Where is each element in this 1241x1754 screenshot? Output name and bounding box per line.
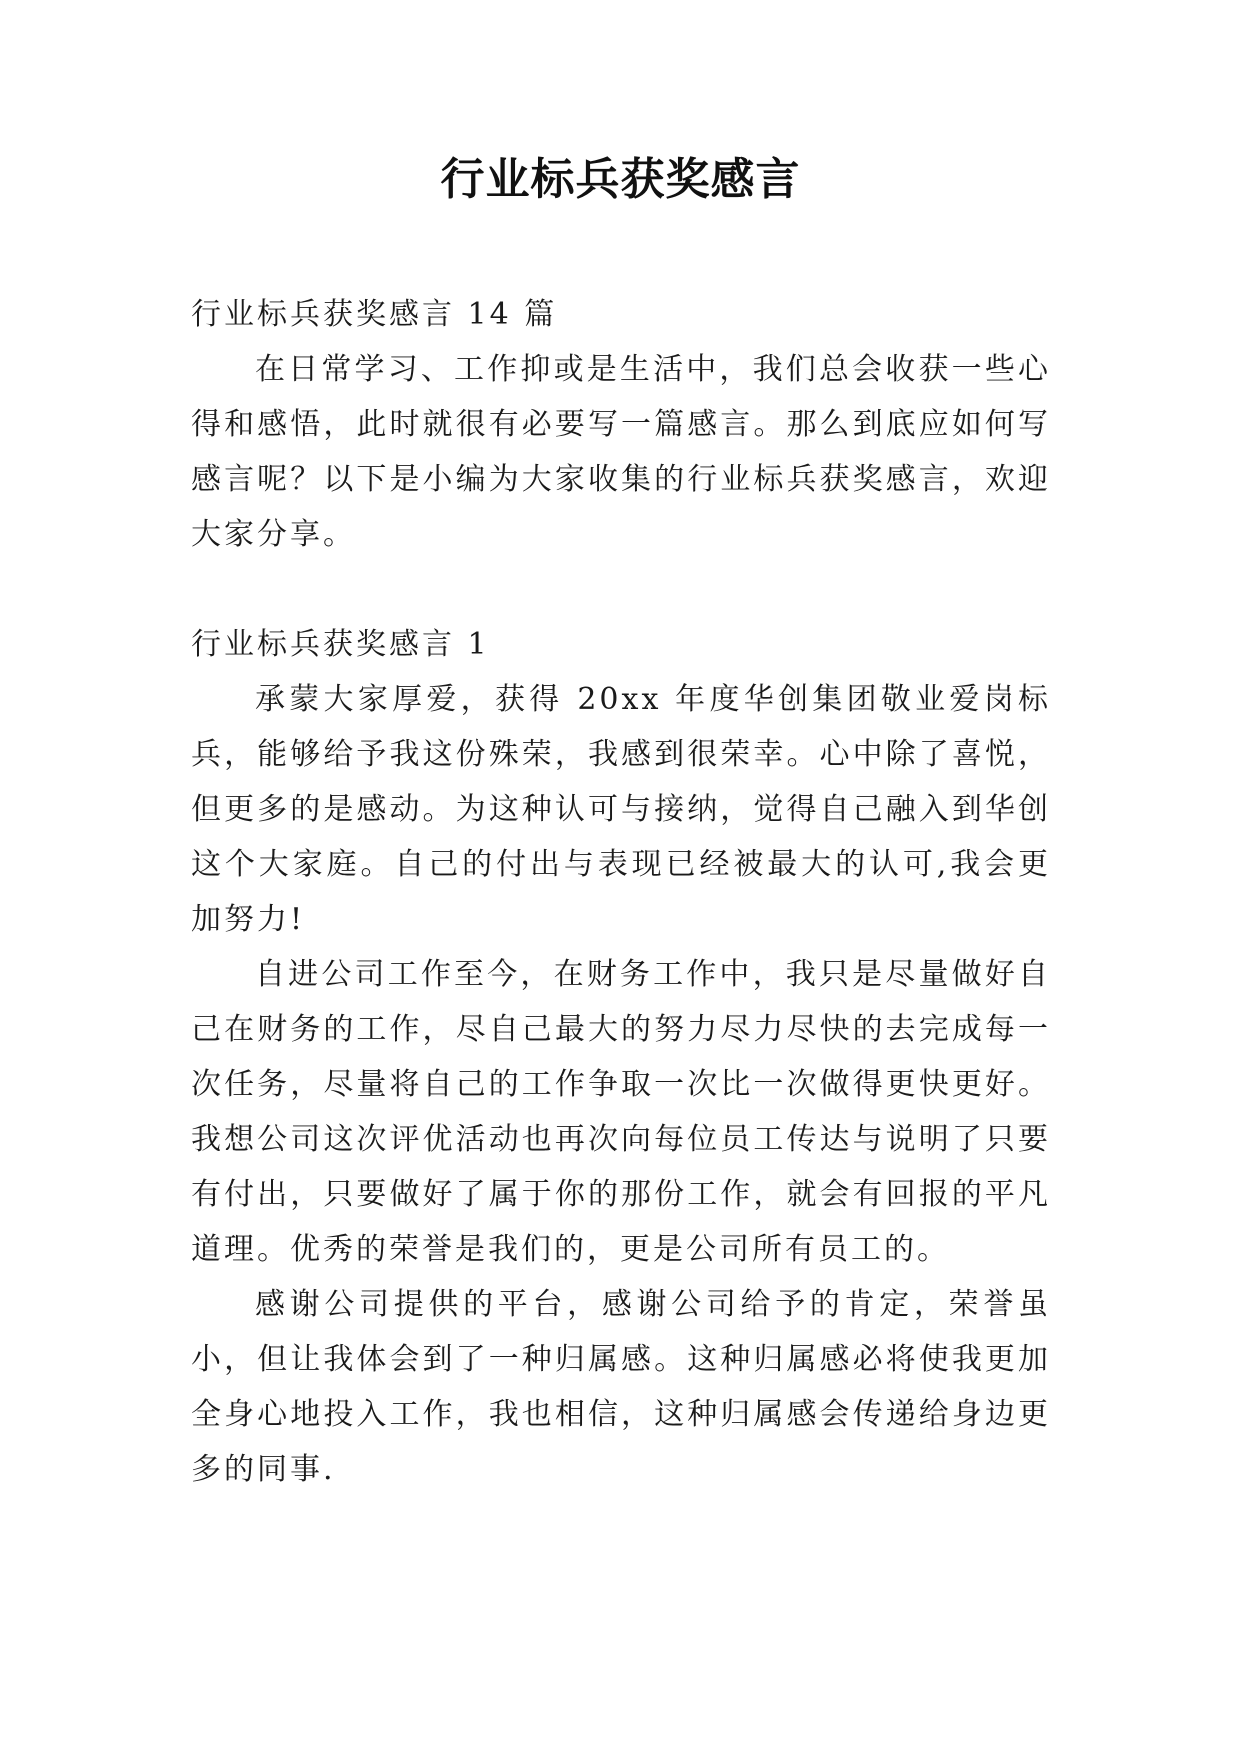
body-paragraph-2: 自进公司工作至今，在财务工作中，我只是尽量做好自己在财务的工作，尽自己最大的努力尽力尽快的去完成每一次任务，尽量将自己的工作争取一次比一次做得更快更好。我想公司这次评优活动也再次向每位员工传达与说明了只要有付出，只要做好了属于你的那份工作，就会有回报的平凡道理。优秀的荣誉是我们的，更是公司所有员工的。: [191, 957, 1051, 1267]
intro-paragraph: 在日常学习、工作抑或是生活中，我们总会收获一些心得和感悟，此时就很有必要写一篇感言。那么到底应如何写感言呢？以下是小编为大家收集的行业标兵获奖感言，欢迎大家分享。: [191, 352, 1051, 552]
document-subtitle: 行业标兵获奖感言 14 篇: [191, 297, 558, 332]
body-paragraph-3: 感谢公司提供的平台，感谢公司给予的肯定，荣誉虽小，但让我体会到了一种归属感。这种归属感必将使我更加全身心地投入工作，我也相信，这种归属感会传递给身边更多的同事.: [191, 1287, 1051, 1487]
section-spacer: [191, 562, 1051, 617]
section-heading: 行业标兵获奖感言 1: [191, 627, 490, 662]
document-body: [191, 287, 1051, 1497]
document-title: 行业标兵获奖感言: [440, 154, 801, 205]
body-paragraph-1: 承蒙大家厚爱，获得 20xx 年度华创集团敬业爱岗标兵，能够给予我这份殊荣，我感到很荣幸。心中除了喜悦，但更多的是感动。为这种认可与接纳，觉得自己融入到华创这个大家庭。自己的付出与表现已经被最大的认可,我会更加努力!: [191, 682, 1051, 937]
